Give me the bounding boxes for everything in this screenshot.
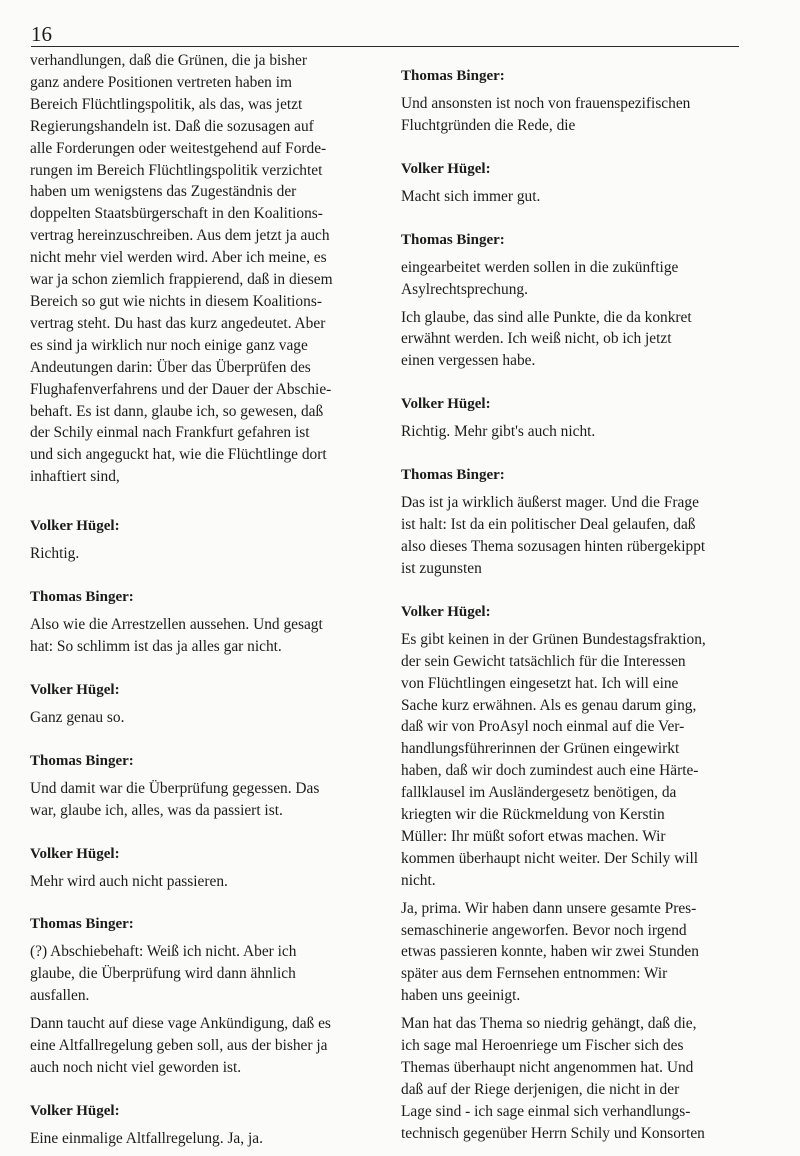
speaker-name: Volker Hügel: (30, 681, 120, 698)
speaker-name: Volker Hügel: (30, 1102, 120, 1119)
dialogue-paragraph: Man hat das Thema so niedrig gehängt, daß die, ich sage mal Heroenriege um Fischer sich des Themas überhaupt nicht angenommen hat. Und daß auf der Riege derjenigen, die nicht in der Lage sind - ich sage einmal sich verhandlungs- technisch gegenüber Herrn Schily und Konsorten (401, 1015, 705, 1142)
dialogue-paragraph: Und damit war die Überprüfung gegessen. Das war, glaube ich, alles, was da passiert ist. (30, 779, 320, 819)
dialogue-paragraph: eingearbeitet werden sollen in die zukünftige Asylrechtsprechung. (401, 258, 679, 298)
dialogue-block (401, 159, 746, 208)
dialogue-paragraph: Es gibt keinen in der Grünen Bundestagsfraktion, der sein Gewicht tatsächlich für die Interessen von Flüchtlingen eingesetzt hat. Ich will eine Sache kurz erwähnen. Als es genau darum ging, daß wir von ProAsyl noch einmal auf die Ver- handlungsführerinnen der Grünen eingewirkt haben, daß wir doch zumindest auch eine Härte- fallklausel im Ausländergesetz benötigen, da kriegten wir die Rückmeldung von Kerstin Müller: Ihr müßt sofort etwas machen. Wir kommen überhaupt nicht weiter. Der Schily will nicht. (401, 630, 706, 889)
dialogue-block (30, 1101, 370, 1150)
speaker-name: Volker Hügel: (401, 160, 491, 177)
dialogue-block (30, 680, 370, 729)
speaker-name: Volker Hügel: (30, 518, 120, 535)
left-column (30, 50, 370, 1156)
dialogue-paragraph: Das ist ja wirklich äußerst mager. Und die Frage ist halt: Ist da ein politischer Deal gelaufen, daß also dieses Thema sozusagen hinten rübergekippt ist zugunsten (401, 494, 706, 577)
dialogue-paragraph: Und ansonsten ist noch von frauenspezifischen Fluchtgründen die Rede, die (401, 95, 691, 134)
dialogue-paragraph: Ich glaube, das sind alle Punkte, die da konkret erwähnt werden. Ich weiß nicht, ob ich jetzt einen vergessen habe. (401, 308, 692, 370)
speaker-name: Thomas Binger: (30, 752, 134, 769)
speaker-name: Volker Hügel: (30, 845, 120, 862)
speaker-name: Thomas Binger: (401, 467, 505, 484)
dialogue-block (401, 394, 746, 443)
dialogue-paragraph: (?) Abschiebehaft: Weiß ich nicht. Aber ich glaube, die Überprüfung wird dann ähnlich ausfallen. (30, 943, 297, 1005)
speaker-name: Thomas Binger: (30, 589, 134, 606)
speaker-name: Thomas Binger: (401, 231, 505, 248)
dialogue-block (401, 465, 746, 580)
dialogue-paragraph: Dann taucht auf diese vage Ankündigung, daß es eine Altfallregelung geben soll, aus der bisher ja auch noch nicht viel geworden ist. (30, 1015, 331, 1076)
dialogue-paragraph: Eine einmalige Altfallregelung. Ja, ja. (30, 1129, 263, 1147)
dialogue-paragraph: Macht sich immer gut. (401, 187, 541, 205)
header-rule (31, 46, 739, 47)
speaker-name: Volker Hügel: (401, 603, 491, 620)
dialogue-block (30, 587, 370, 658)
dialogue-block (30, 50, 370, 488)
speaker-name: Thomas Binger: (401, 68, 505, 84)
dialogue-paragraph: Ganz genau so. (30, 708, 125, 726)
dialogue-block (30, 914, 370, 1078)
right-column (401, 66, 746, 1151)
dialogue-paragraph: Richtig. Mehr gibt's auch nicht. (401, 423, 596, 441)
dialogue-paragraph: Richtig. (30, 545, 80, 563)
speaker-name: Volker Hügel: (401, 396, 491, 413)
dialogue-block (30, 844, 370, 893)
dialogue-block (401, 602, 746, 1145)
dialogue-paragraph: Ja, prima. Wir haben dann unsere gesamte Pres- semaschinerie angeworfen. Bevor noch irgend etwas passieren konnte, haben wir zwei Stunden später aus dem Fernsehen entnommen: Wir haben uns geeinigt. (401, 899, 699, 1005)
speaker-name: Thomas Binger: (30, 916, 134, 933)
dialogue-block (30, 751, 370, 822)
page-number: 16 (31, 22, 52, 46)
dialogue-block (401, 66, 746, 137)
dialogue-paragraph: Mehr wird auch nicht passieren. (30, 872, 228, 890)
dialogue-paragraph: Also wie die Arrestzellen aussehen. Und gesagt hat: So schlimm ist das ja alles gar nicht. (30, 616, 323, 655)
dialogue-paragraph: verhandlungen, daß die Grünen, die ja bisher ganz andere Positionen vertreten haben im Bereich Flüchtlingspolitik, als das, was jetzt Regierungshandeln ist. Daß die sozusagen auf alle Forderungen oder weitestgehend auf Forde- rungen im Bereich Flüchtlingspolitik verzichtet haben um wenigstens das Zugeständnis der doppelten Staatsbürgerschaft in den Koalitions- vertrag hereinzuschreiben. Aus dem jetzt ja auch nicht mehr viel werden wird. Aber ich meine, es war ja schon ziemlich frappierend, daß in diesem Bereich so gut wie nichts in diesem Koalitions- vertrag steht. Du hast das kurz angedeutet. Aber es sind ja wirklich nur noch einige ganz vage Andeutungen darin: Über das Überprüfen des Flughafenverfahrens und der Dauer der Abschie- behaft. Es ist dann, glaube ich, so gewesen, daß der Schily einmal nach Frankfurt gefahren ist und sich angeguckt hat, wie die Flüchtlinge dort inhaftiert sind, (30, 52, 333, 486)
dialogue-block (30, 516, 370, 565)
dialogue-block (401, 230, 746, 373)
